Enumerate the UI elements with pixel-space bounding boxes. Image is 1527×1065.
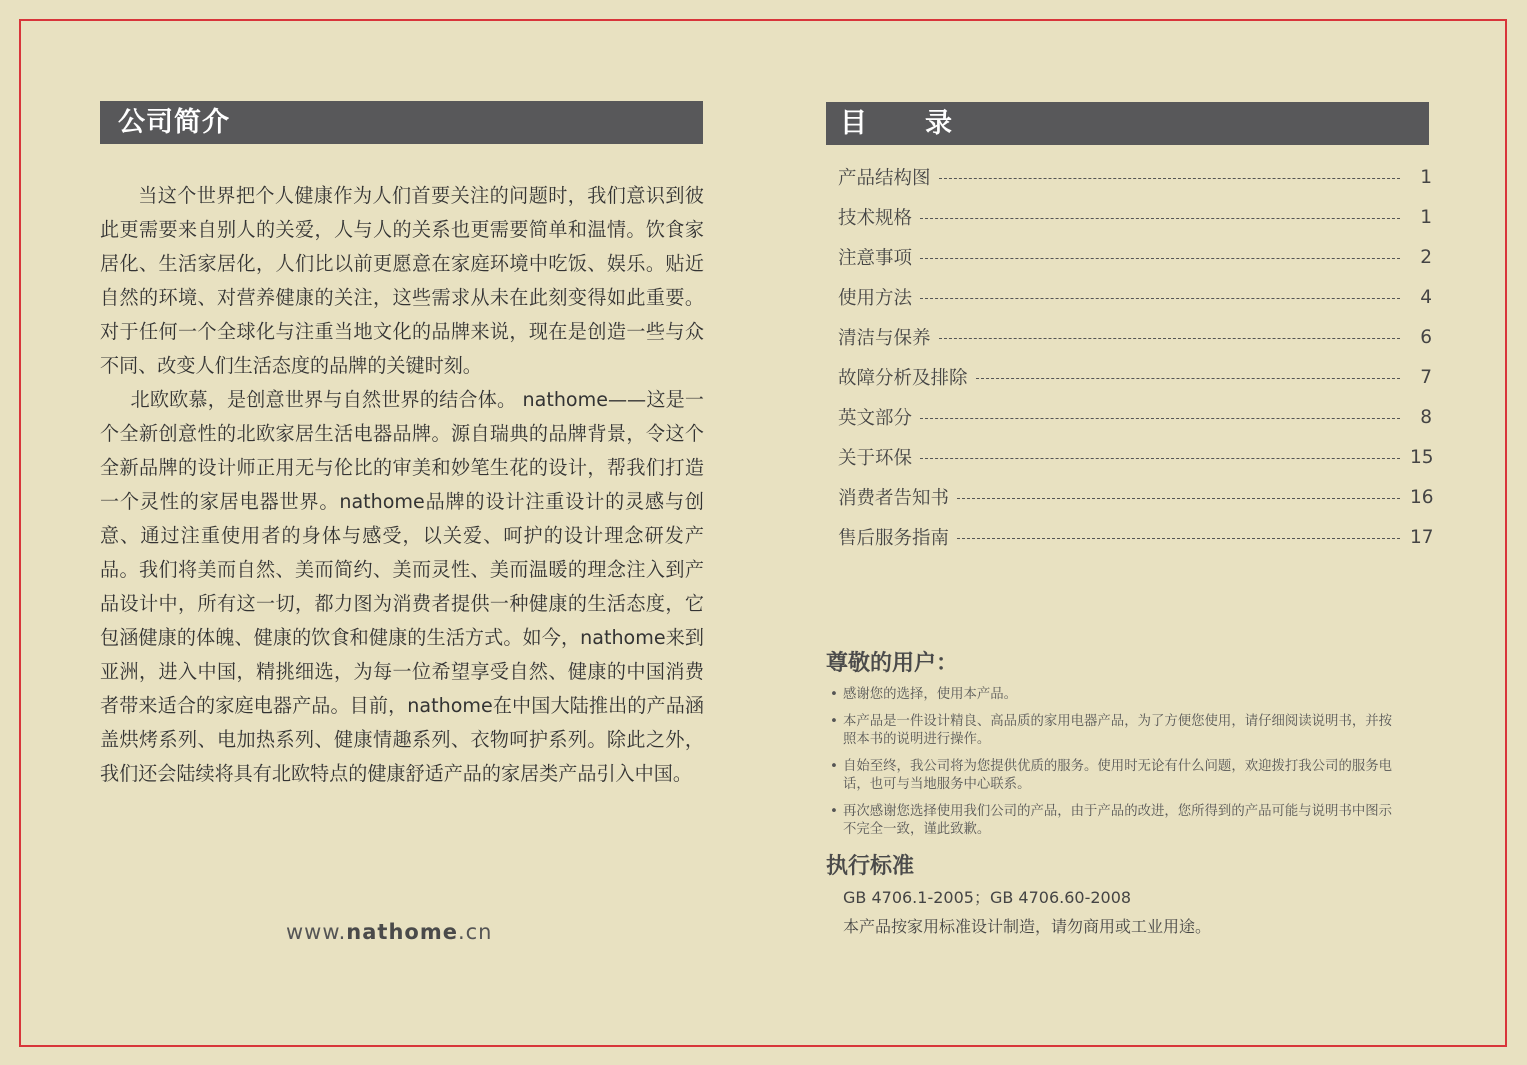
standard-heading: 执行标准 <box>826 854 915 879</box>
toc-leader-dots <box>957 538 1400 539</box>
bullet-icon: • <box>830 759 838 774</box>
toc-entry-page: 16 <box>1410 486 1434 508</box>
toc-leader-dots <box>957 498 1400 499</box>
bullet-icon: • <box>830 687 838 702</box>
toc-leader-dots <box>976 378 1400 379</box>
list-item <box>830 713 1405 749</box>
notice-heading: 尊敬的用户： <box>826 651 959 676</box>
toc-entry-label: 技术规格 <box>838 208 913 229</box>
intro-paragraph-2: 北欧欧慕，是创意世界与自然世界的结合体。 nathome——这是一个全新创意性的北欧家居生活电器品牌。源自瑞典的品牌背景，令这个全新品牌的设计师正用无与伦比的审美和妙笔生花的设计，帮我们打造一个灵性的家居电器世界。nathome品牌的设计注重设计的灵感与创意、通过注重使用者的身体与感受，以关爱、呵护的设计理念研发产品。我们将美而自然、美而简约、美而灵性、美而温暖的理念注入到产品设计中，所有这一切，都力图为消费者提供一种健康的生活态度，它包涵健康的体魄、健康的饮食和健康的生活方式。如今，nathome来到亚洲，进入中国，精挑细选，为每一位希望享受自然、健康的中国消费者带来适合的家庭电器产品。目前，nathome在中国大陆推出的产品涵盖烘烤系列、电加热系列、健康情趣系列、衣物呵护系列。除此之外，我们还会陆续将具有北欧特点的健康舒适产品的家居类产品引入中国。 <box>100 388 704 785</box>
toc-entry[interactable] <box>838 357 1432 397</box>
toc-entry[interactable] <box>838 397 1432 437</box>
toc-entry-label: 使用方法 <box>838 288 913 309</box>
bullet-icon: • <box>830 804 838 819</box>
toc-entry[interactable] <box>838 317 1432 357</box>
toc-leader-dots <box>920 258 1400 259</box>
list-item <box>830 803 1405 839</box>
website-brand: nathome <box>346 920 458 944</box>
toc-leader-dots <box>939 338 1400 339</box>
toc-entry[interactable] <box>838 477 1432 517</box>
website-prefix: www. <box>286 920 347 944</box>
toc-entry-page: 8 <box>1420 406 1432 428</box>
toc-entry-label: 注意事项 <box>838 248 913 269</box>
notice-list <box>830 686 1405 848</box>
list-item <box>830 686 1405 704</box>
toc-entry-label: 故障分析及排除 <box>838 368 968 389</box>
notice-text: 本产品是一件设计精良、高品质的家用电器产品，为了方便您使用，请仔细阅读说明书，并按照本书的说明进行操作。 <box>843 714 1393 747</box>
toc-entry-label: 消费者告知书 <box>838 488 950 509</box>
toc-heading: 目录 <box>826 102 1429 145</box>
toc-entry-label: 关于环保 <box>838 448 913 469</box>
intro-paragraph-1: 当这个世界把个人健康作为人们首要关注的问题时，我们意识到彼此更需要来自别人的关爱，人与人的关系也更需要简单和温情。饮食家居化、生活家居化，人们比以前更愿意在家庭环境中吃饭、娱乐。贴近自然的环境、对营养健康的关注，这些需求从未在此刻变得如此重要。对于任何一个全球化与注重当地文化的品牌来说，现在是创造一些与众不同、改变人们生活态度的品牌的关键时刻。 <box>100 184 704 377</box>
toc-leader-dots <box>920 218 1400 219</box>
toc-entry[interactable] <box>838 197 1432 237</box>
website-suffix: .cn <box>457 920 493 944</box>
toc-leader-dots <box>920 298 1400 299</box>
toc-leader-dots <box>920 458 1400 459</box>
website-url[interactable] <box>286 917 492 947</box>
notice-text: 自始至终，我公司将为您提供优质的服务。使用时无论有什么问题，欢迎拨打我公司的服务电话，也可与当地服务中心联系。 <box>843 759 1393 792</box>
standard-codes: GB 4706.1-2005；GB 4706.60-2008 <box>843 888 1132 907</box>
toc-entry-label: 售后服务指南 <box>838 528 950 549</box>
toc-leader-dots <box>920 418 1400 419</box>
notice-text: 感谢您的选择，使用本产品。 <box>843 687 1018 702</box>
toc-entry-page: 2 <box>1420 246 1432 268</box>
toc-entry-page: 17 <box>1410 526 1434 548</box>
toc-entry-label: 英文部分 <box>838 408 913 429</box>
toc-entry[interactable] <box>838 237 1432 277</box>
toc-entry-page: 1 <box>1420 166 1432 188</box>
toc-entry[interactable] <box>838 277 1432 317</box>
standard-note: 本产品按家用标准设计制造，请勿商用或工业用途。 <box>843 917 1212 936</box>
list-item <box>830 758 1405 794</box>
intro-body <box>100 179 704 791</box>
toc-leader-dots <box>939 178 1400 179</box>
toc-entry[interactable] <box>838 157 1432 197</box>
toc-entry-page: 4 <box>1420 286 1432 308</box>
toc-entry-page: 1 <box>1420 206 1432 228</box>
toc-entry[interactable] <box>838 437 1432 477</box>
toc-entry-label: 清洁与保养 <box>838 328 931 349</box>
intro-heading: 公司简介 <box>100 101 703 144</box>
toc-list <box>838 157 1432 557</box>
toc-entry[interactable] <box>838 517 1432 557</box>
toc-entry-page: 7 <box>1420 366 1432 388</box>
toc-entry-page: 15 <box>1410 446 1434 468</box>
toc-entry-label: 产品结构图 <box>838 168 931 189</box>
bullet-icon: • <box>830 714 838 729</box>
toc-entry-page: 6 <box>1420 326 1432 348</box>
notice-text: 再次感谢您选择使用我们公司的产品，由于产品的改进，您所得到的产品可能与说明书中图示不完全一致，谨此致歉。 <box>843 804 1393 837</box>
